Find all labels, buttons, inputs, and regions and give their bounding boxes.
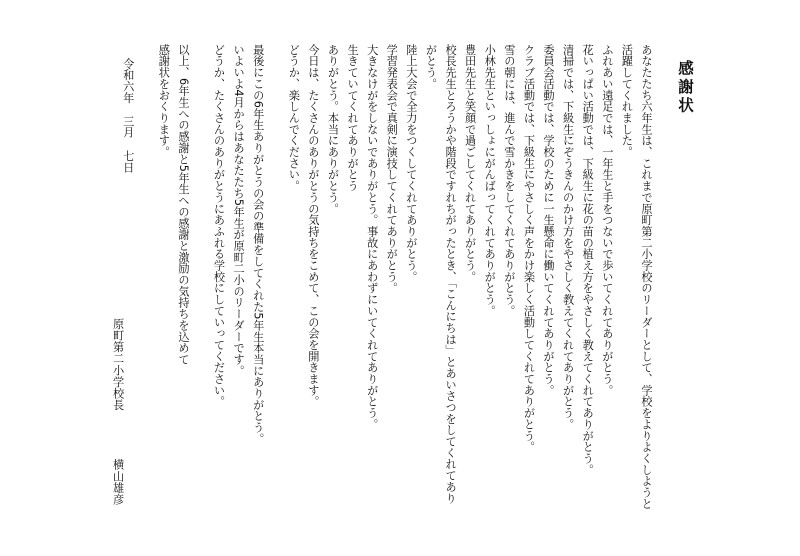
- text-line: 清掃では、下級生にぞうきんのかけ方をやさしく教えてくれてありがとう。: [561, 44, 575, 430]
- paragraph-fifth-graders: [209, 44, 268, 514]
- text-line: あなたたち六年生は、これまで原町第二小学校のリーダーとして、学校をよりよくしようと: [640, 44, 653, 510]
- date-day: 七日: [121, 150, 135, 173]
- text-line: 小林先生といっしょにがんばってくれてありがとう。: [483, 44, 497, 317]
- paragraph-gratitude-sixth-graders: [284, 44, 656, 514]
- text-line: どうか、たくさんのありがとうにあふれる学校にしていってください。: [212, 44, 226, 408]
- text-line: ふれあい遠足では、一年生と手をつないで歩いてくれてありがとう。: [600, 44, 614, 396]
- signature-organization: 原町第二小学校長: [111, 318, 125, 411]
- text-line: 校長先生とろうかや階段ですれちがったとき、「こんにちは」とあいさつをしてくれてあり: [444, 44, 458, 504]
- date-month: 三月: [121, 115, 135, 139]
- text-line: 最後にこの6年生ありがとうの会の準備をしてくれた5年生本当にありがとう。: [251, 44, 265, 445]
- signature-name: 横山雄彦: [111, 458, 125, 506]
- text-line: クラブ活動では、下級生にやさしく声をかけ楽しく活動してくれてありがとう。: [522, 44, 536, 453]
- text-line: 学習発表会で真剣に演技してくれてありがとう。: [385, 44, 399, 294]
- text-line: どうか、楽しんでください。: [287, 44, 301, 192]
- text-line: 以上、6年生への感謝と5年生への感謝と激励の気持ちを込めて: [176, 44, 190, 365]
- text-line: 雪の朝には、進んで雪かきをしてくれてありがとう。: [502, 44, 516, 317]
- text-line: 豊田先生と笑顔で過ごしてくれてありがとう。: [463, 44, 477, 283]
- signature-block: [108, 318, 128, 505]
- text-line: 花いっぱい活動では、下級生に花の苗の植え方をやさしく教えてくれてありがとう。: [581, 44, 595, 476]
- text-line: 陸上大会で全力をつくしてくれてありがとう。: [404, 44, 418, 283]
- text-line: 今日は、たくさんのありがとうの気持ちをこめて、この会を開きます。: [306, 44, 320, 408]
- paragraph-closing: [154, 44, 193, 514]
- text-line: 活躍してくれました。: [620, 44, 634, 158]
- text-line: 生きていてくれてありがとう: [346, 44, 360, 192]
- document-title: 感謝状: [676, 60, 694, 116]
- text-line: 感謝状をおくります。: [157, 44, 171, 158]
- text-line: 大きなけがをしないでありがとう。事故にあわずにいてくれてありがとう。: [365, 44, 379, 430]
- text-line: 委員会活動では、学校のために一生懸命に働いてくれてありがとう。: [542, 44, 556, 396]
- text-line: いよいよ4月からはあなたたち5年生が原町二小のリーダーです。: [232, 44, 246, 377]
- text-line: がとう。: [424, 44, 438, 90]
- date-era-year: 令和六年: [121, 58, 135, 104]
- text-line: ありがとう。本当にありがとう。: [326, 44, 340, 215]
- letter-body: [118, 44, 696, 514]
